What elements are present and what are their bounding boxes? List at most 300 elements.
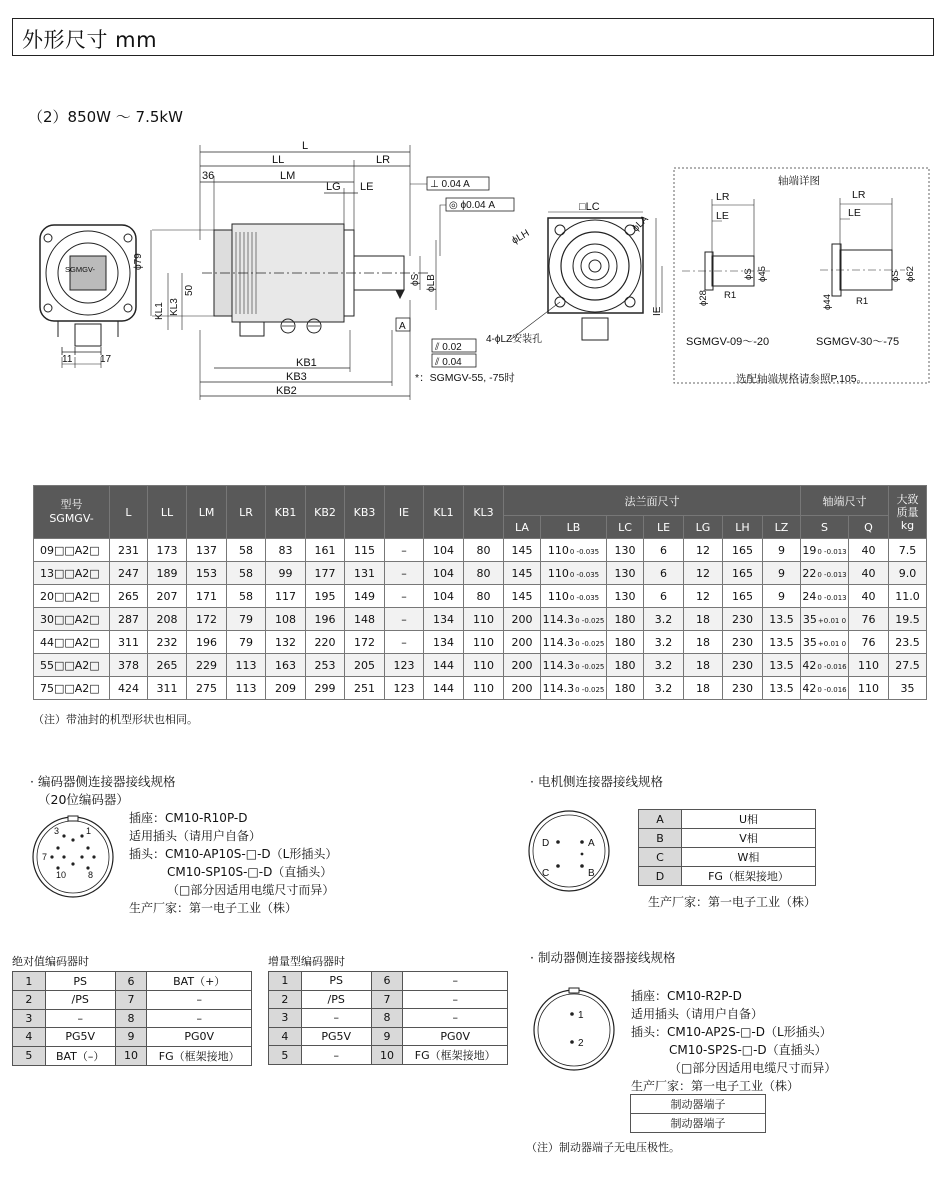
cell-lg: 18 xyxy=(684,608,723,631)
value-s: 22 xyxy=(802,566,817,580)
cell-q: 40 xyxy=(849,539,889,562)
datum-A: A xyxy=(399,321,406,332)
cell-kl1: 144 xyxy=(424,677,464,700)
perpendicularity-tolerance: ⊥ 0.04 A xyxy=(430,179,470,190)
pin-number: 8 xyxy=(115,1009,147,1028)
pin-number: 2 xyxy=(13,991,46,1010)
cell-la: 145 xyxy=(504,539,541,562)
cell-kl3: 80 xyxy=(464,562,504,585)
header-KB2: KB2 xyxy=(306,486,345,539)
encoder-pin-8: 8 xyxy=(88,870,94,880)
encoder-plug-note: 适用插头（请用户自备） xyxy=(129,829,262,843)
encoder-pin-3: 3 xyxy=(54,826,60,836)
encoder-connector-icon xyxy=(28,812,118,902)
pin-id: B xyxy=(639,829,682,848)
shaft1-R1: R1 xyxy=(724,290,737,301)
dim-LL: LL xyxy=(272,154,285,166)
cell-kb1: 132 xyxy=(266,631,306,654)
cell-lc: 180 xyxy=(607,677,644,700)
model-cell: 20□□A2□ xyxy=(34,585,110,608)
signal-name: PG5V xyxy=(45,1028,115,1047)
sgmgv-plate: SGMGV- xyxy=(65,265,96,274)
motor-pin-row xyxy=(639,867,816,886)
cell-kl1: 134 xyxy=(424,608,464,631)
pin-number: 1 xyxy=(269,972,302,991)
shaft2-phi44: ϕ44 xyxy=(822,294,833,310)
signal-name: – xyxy=(301,1046,371,1065)
cell-lr: 113 xyxy=(227,677,266,700)
header-S: S xyxy=(801,516,849,539)
header-LM: LM xyxy=(187,486,227,539)
pin-number: 5 xyxy=(13,1046,46,1065)
model-cell: 55□□A2□ xyxy=(34,654,110,677)
motor-pin-row xyxy=(639,848,816,867)
cell-kl3: 110 xyxy=(464,677,504,700)
encoder-maker: 生产厂家：第一电子工业（株） xyxy=(129,901,298,915)
tolerance-lb: 0 -0.035 xyxy=(569,547,600,556)
cell-kl1: 104 xyxy=(424,585,464,608)
cell-kb1: 117 xyxy=(266,585,306,608)
cell-lh: 230 xyxy=(723,631,763,654)
shaft1-phi28: ϕ28 xyxy=(698,290,709,306)
cell-l: 311 xyxy=(110,631,148,654)
header-LA: LA xyxy=(504,516,541,539)
cell-kb1: 83 xyxy=(266,539,306,562)
header-LE: LE xyxy=(644,516,684,539)
cell-ie: – xyxy=(385,585,424,608)
shaft1-phi45: ϕ45 xyxy=(757,266,768,282)
cell-l: 247 xyxy=(110,562,148,585)
cell-lb xyxy=(541,677,607,700)
pin-number: 7 xyxy=(115,991,147,1010)
cell-lm: 153 xyxy=(187,562,227,585)
cell-l: 287 xyxy=(110,608,148,631)
header-model: 型号 SGMGV- xyxy=(34,486,110,539)
shaft1-LR: LR xyxy=(716,191,730,203)
cell-lz: 9 xyxy=(763,585,801,608)
value-s: 35 xyxy=(802,635,817,649)
tolerance-s: 0 -0.016 xyxy=(817,685,847,694)
dim-LR: LR xyxy=(376,154,391,166)
cell-lg: 18 xyxy=(684,654,723,677)
cell-ll: 189 xyxy=(148,562,187,585)
dim-phi79: ϕ79 xyxy=(133,253,144,270)
dim-KL1: KL1 xyxy=(154,302,165,320)
cell-kl3: 80 xyxy=(464,539,504,562)
motor-pin-D: D xyxy=(542,838,550,849)
concentricity-tolerance: ◎ ϕ0.04 A xyxy=(449,200,496,211)
pin-row xyxy=(269,990,508,1009)
cell-kb3: 205 xyxy=(345,654,385,677)
header-mass: 大致 质量 kg xyxy=(889,486,927,539)
cell-lc: 180 xyxy=(607,654,644,677)
cell-kb3: 115 xyxy=(345,539,385,562)
table-row xyxy=(34,585,927,608)
tolerance-s: 0 -0.013 xyxy=(817,547,847,556)
cell-kl3: 110 xyxy=(464,608,504,631)
cell-ll: 208 xyxy=(148,608,187,631)
cell-lh: 165 xyxy=(723,562,763,585)
table-row xyxy=(34,562,927,585)
cell-lz: 9 xyxy=(763,539,801,562)
pin-row xyxy=(269,972,508,991)
encoder-pin-1: 1 xyxy=(86,826,92,836)
flatness-tolerance-1: ⫽ 0.02 xyxy=(435,342,462,353)
brake-section-title: · 制动器侧连接器接线规格 xyxy=(530,950,676,965)
cell-la: 145 xyxy=(504,562,541,585)
pin-number: 5 xyxy=(269,1046,302,1065)
header-flange: 法兰面尺寸 xyxy=(504,486,801,516)
shaft1-phiS: ϕS xyxy=(743,268,754,280)
cell-le: 3.2 xyxy=(644,677,684,700)
pin-row xyxy=(13,972,252,991)
pin-number: 8 xyxy=(371,1009,403,1028)
header-IE: IE xyxy=(385,486,424,539)
cell-s xyxy=(801,631,849,654)
cell-lg: 12 xyxy=(684,562,723,585)
cell-la: 145 xyxy=(504,585,541,608)
value-s: 19 xyxy=(802,543,817,557)
cell-kl1: 134 xyxy=(424,631,464,654)
cell-q: 76 xyxy=(849,631,889,654)
brake-maker: 生产厂家：第一电子工业（株） xyxy=(631,1079,800,1093)
cell-ll: 173 xyxy=(148,539,187,562)
table-note: （注）带油封的机型形状也相同。 xyxy=(33,713,198,726)
cell-lm: 275 xyxy=(187,677,227,700)
signal-name: PS xyxy=(301,972,371,991)
signal-name: – xyxy=(403,972,508,991)
brake-terminal-1: 制动器端子 xyxy=(631,1095,766,1114)
header-Q: Q xyxy=(849,516,889,539)
header-LC: LC xyxy=(607,516,644,539)
dim-50: 50 xyxy=(184,284,195,296)
tolerance-s: 0 -0.013 xyxy=(817,570,847,579)
cell-mass: 19.5 xyxy=(889,608,927,631)
header-L: L xyxy=(110,486,148,539)
cell-lc: 180 xyxy=(607,608,644,631)
shaft1-LE: LE xyxy=(716,210,729,222)
signal-name: FG（框架接地） xyxy=(403,1046,508,1065)
cell-kb1: 99 xyxy=(266,562,306,585)
cell-q: 110 xyxy=(849,677,889,700)
value-lb: 110 xyxy=(547,566,569,580)
cell-lr: 113 xyxy=(227,654,266,677)
signal-name: PS xyxy=(45,972,115,991)
cell-kb1: 209 xyxy=(266,677,306,700)
cell-lg: 18 xyxy=(684,677,723,700)
tolerance-s: 0 -0.013 xyxy=(817,593,847,602)
dimension-table xyxy=(33,485,927,700)
cell-lh: 230 xyxy=(723,608,763,631)
shaft-reference-note: 选配轴端规格请参照P.105。 xyxy=(736,373,868,385)
signal-name: FG（框架接地） xyxy=(147,1046,252,1065)
pin-number: 1 xyxy=(13,972,46,991)
header-LG: LG xyxy=(684,516,723,539)
brake-plug-note: 适用插头（请用户自备） xyxy=(631,1007,764,1021)
cell-ll: 207 xyxy=(148,585,187,608)
table-row xyxy=(34,539,927,562)
cell-lh: 230 xyxy=(723,677,763,700)
tolerance-s: +0.01 0 xyxy=(817,616,847,625)
flatness-tolerance-2: ⫽ 0.04 xyxy=(435,357,462,368)
cell-kb2: 195 xyxy=(306,585,345,608)
cell-lz: 13.5 xyxy=(763,654,801,677)
pin-id: C xyxy=(639,848,682,867)
pin-row xyxy=(269,1009,508,1028)
abs-encoder-title: 绝对值编码器时 xyxy=(12,955,89,968)
dimension-table-body xyxy=(34,539,927,700)
encoder-section-title: · 编码器侧连接器接线规格 xyxy=(30,774,176,789)
cell-lc: 180 xyxy=(607,631,644,654)
motor-pin-row xyxy=(639,829,816,848)
encoder-specs xyxy=(129,809,337,917)
cell-kb3: 131 xyxy=(345,562,385,585)
tolerance-lb: 0 -0.025 xyxy=(575,616,605,625)
pin-row xyxy=(269,1046,508,1065)
value-lb: 114.3 xyxy=(542,658,575,672)
cell-mass: 11.0 xyxy=(889,585,927,608)
value-s: 42 xyxy=(802,658,817,672)
cell-lb xyxy=(541,585,607,608)
dim-KB3: KB3 xyxy=(286,371,307,383)
shaft2-LE: LE xyxy=(848,207,861,219)
table-row xyxy=(34,677,927,700)
pin-function: V相 xyxy=(682,829,816,848)
signal-name: BAT（+） xyxy=(147,972,252,991)
section-subtitle: （2）850W ～ 7.5kW xyxy=(28,108,183,126)
pin-row xyxy=(269,1027,508,1046)
cell-le: 6 xyxy=(644,585,684,608)
abs-encoder-table xyxy=(12,971,252,1066)
brake-pin-table xyxy=(630,1094,766,1133)
pin-row xyxy=(13,1009,252,1028)
cell-le: 3.2 xyxy=(644,608,684,631)
cell-s xyxy=(801,562,849,585)
mounting-hole-label: 4-ϕLZ安装孔 xyxy=(486,334,543,345)
cell-la: 200 xyxy=(504,677,541,700)
tolerance-s: 0 -0.016 xyxy=(817,662,847,671)
inc-encoder-title: 增量型编码器时 xyxy=(268,955,345,968)
cell-le: 6 xyxy=(644,562,684,585)
cell-lr: 58 xyxy=(227,539,266,562)
brake-plug-l: 插头：CM10-AP2S-□-D（L形插头） xyxy=(631,1025,832,1039)
cell-lh: 165 xyxy=(723,539,763,562)
table-row xyxy=(34,654,927,677)
pin-row xyxy=(13,1028,252,1047)
cell-lz: 13.5 xyxy=(763,677,801,700)
value-lb: 110 xyxy=(547,543,569,557)
cell-kl1: 104 xyxy=(424,539,464,562)
cell-kb3: 149 xyxy=(345,585,385,608)
brake-note: （注）制动器端子无电压极性。 xyxy=(526,1141,680,1154)
cell-lz: 13.5 xyxy=(763,608,801,631)
value-s: 35 xyxy=(802,612,817,626)
cell-kl3: 110 xyxy=(464,631,504,654)
table-row xyxy=(34,631,927,654)
shaft2-phiS: ϕS xyxy=(890,270,901,282)
brake-terminal-2: 制动器端子 xyxy=(631,1114,766,1133)
header-LL: LL xyxy=(148,486,187,539)
signal-name: PG0V xyxy=(403,1027,508,1046)
value-lb: 114.3 xyxy=(542,681,575,695)
cell-lr: 58 xyxy=(227,585,266,608)
encoder-plug-variance: （□部分因适用电缆尺寸而异） xyxy=(167,883,335,897)
header-LR: LR xyxy=(227,486,266,539)
dim-LG: LG xyxy=(326,181,341,193)
dim-phiLH: ϕLH xyxy=(510,227,532,247)
pin-number: 6 xyxy=(115,972,147,991)
cell-kb2: 177 xyxy=(306,562,345,585)
pin-number: 9 xyxy=(115,1028,147,1047)
motor-pin-C: C xyxy=(542,868,550,879)
signal-name: – xyxy=(147,991,252,1010)
shaft-caption-1: SGMGV-09～-20 xyxy=(686,336,770,348)
cell-lg: 18 xyxy=(684,631,723,654)
dim-LM: LM xyxy=(280,170,296,182)
cell-l: 231 xyxy=(110,539,148,562)
brake-specs xyxy=(631,987,836,1095)
cell-lz: 9 xyxy=(763,562,801,585)
motor-pin-B: B xyxy=(588,868,595,879)
motor-section-title: · 电机侧连接器接线规格 xyxy=(530,774,663,789)
dim-phiS: ϕS xyxy=(410,273,421,286)
cell-q: 40 xyxy=(849,562,889,585)
header-LB: LB xyxy=(541,516,607,539)
pin-number: 2 xyxy=(269,990,302,1009)
signal-name: /PS xyxy=(301,990,371,1009)
pin-number: 7 xyxy=(371,990,403,1009)
pin-row xyxy=(13,1046,252,1065)
model-cell: 09□□A2□ xyxy=(34,539,110,562)
motor-maker: 生产厂家：第一电子工业（株） xyxy=(648,895,817,909)
cell-la: 200 xyxy=(504,608,541,631)
shaft2-R1: R1 xyxy=(856,296,869,307)
cell-lm: 137 xyxy=(187,539,227,562)
header-KL1: KL1 xyxy=(424,486,464,539)
dim-17: 17 xyxy=(100,354,112,365)
cell-kb2: 220 xyxy=(306,631,345,654)
encoder-plug-l: 插头：CM10-AP10S-□-D（L形插头） xyxy=(129,847,338,861)
cell-q: 40 xyxy=(849,585,889,608)
brake-pin-2: 2 xyxy=(578,1038,584,1049)
tolerance-s: +0.01 0 xyxy=(817,639,847,648)
cell-kl1: 104 xyxy=(424,562,464,585)
encoder-pin-10: 10 xyxy=(56,870,67,880)
dim-36: 36 xyxy=(202,170,215,182)
cell-mass: 23.5 xyxy=(889,631,927,654)
model-cell: 30□□A2□ xyxy=(34,608,110,631)
cell-la: 200 xyxy=(504,631,541,654)
cell-lr: 58 xyxy=(227,562,266,585)
cell-lc: 130 xyxy=(607,562,644,585)
header-KL3: KL3 xyxy=(464,486,504,539)
model-cell: 13□□A2□ xyxy=(34,562,110,585)
cell-s xyxy=(801,539,849,562)
cell-mass: 27.5 xyxy=(889,654,927,677)
motor-pin-table xyxy=(638,809,816,886)
cell-lg: 12 xyxy=(684,585,723,608)
cell-ie: – xyxy=(385,539,424,562)
cell-ie: – xyxy=(385,631,424,654)
cell-le: 3.2 xyxy=(644,654,684,677)
cell-s xyxy=(801,654,849,677)
pin-number: 4 xyxy=(269,1027,302,1046)
pin-number: 3 xyxy=(269,1009,302,1028)
cell-lz: 13.5 xyxy=(763,631,801,654)
cell-kl1: 144 xyxy=(424,654,464,677)
signal-name: – xyxy=(403,1009,508,1028)
brake-receptacle: 插座：CM10-R2P-D xyxy=(631,989,742,1003)
cell-lb xyxy=(541,654,607,677)
cell-lr: 79 xyxy=(227,631,266,654)
motor-connector-icon xyxy=(524,806,614,896)
header-KB1: KB1 xyxy=(266,486,306,539)
model-cell: 44□□A2□ xyxy=(34,631,110,654)
cell-kl3: 80 xyxy=(464,585,504,608)
signal-name: – xyxy=(403,990,508,1009)
brake-pin-1: 1 xyxy=(578,1010,584,1021)
pin-function: U相 xyxy=(682,810,816,829)
header-LZ: LZ xyxy=(763,516,801,539)
dim-LC: □LC xyxy=(579,201,600,213)
dim-LE: LE xyxy=(360,181,374,193)
cell-mass: 35 xyxy=(889,677,927,700)
cell-kb3: 172 xyxy=(345,631,385,654)
pin-row xyxy=(13,991,252,1010)
cell-s xyxy=(801,585,849,608)
cell-lg: 12 xyxy=(684,539,723,562)
cell-ll: 232 xyxy=(148,631,187,654)
cell-s xyxy=(801,677,849,700)
tolerance-lb: 0 -0.025 xyxy=(575,639,605,648)
signal-name: – xyxy=(147,1009,252,1028)
tolerance-lb: 0 -0.025 xyxy=(575,685,605,694)
cell-lh: 165 xyxy=(723,585,763,608)
cell-lc: 130 xyxy=(607,585,644,608)
shaft2-LR: LR xyxy=(852,189,866,201)
cell-lb xyxy=(541,539,607,562)
tolerance-lb: 0 -0.035 xyxy=(569,570,600,579)
cell-lm: 171 xyxy=(187,585,227,608)
cell-lm: 229 xyxy=(187,654,227,677)
cell-lr: 79 xyxy=(227,608,266,631)
cell-lm: 172 xyxy=(187,608,227,631)
value-s: 24 xyxy=(802,589,817,603)
cell-lb xyxy=(541,608,607,631)
cell-ie: 123 xyxy=(385,677,424,700)
cell-le: 3.2 xyxy=(644,631,684,654)
signal-name: BAT（–） xyxy=(45,1046,115,1065)
cell-kb3: 148 xyxy=(345,608,385,631)
cell-ll: 265 xyxy=(148,654,187,677)
shaft-detail-title: 轴端详图 xyxy=(778,175,820,187)
dim-KL3: KL3 xyxy=(169,298,180,316)
dimension-drawing xyxy=(0,130,950,470)
cell-s xyxy=(801,608,849,631)
cell-ie: 123 xyxy=(385,654,424,677)
tolerance-lb: 0 -0.025 xyxy=(575,662,605,671)
cell-kb1: 108 xyxy=(266,608,306,631)
pin-id: D xyxy=(639,867,682,886)
table-row xyxy=(34,608,927,631)
shaft-caption-2: SGMGV-30～-75 xyxy=(816,336,900,348)
cell-lm: 196 xyxy=(187,631,227,654)
star-note: *：SGMGV-55, -75时 xyxy=(415,372,515,384)
cell-ie: – xyxy=(385,608,424,631)
brake-plug-straight: CM10-SP2S-□-D（直插头） xyxy=(669,1043,827,1057)
dim-phiLA: ϕLA xyxy=(630,213,651,235)
pin-number: 3 xyxy=(13,1009,46,1028)
